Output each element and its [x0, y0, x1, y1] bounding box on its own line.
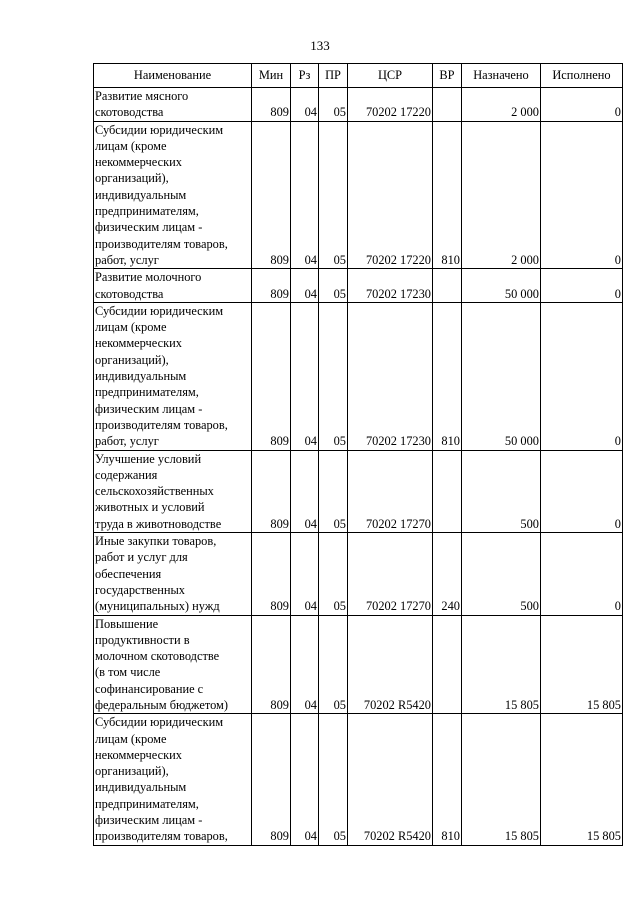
- row-executed: 0: [541, 450, 623, 532]
- row-csr: 70202 R5420: [348, 714, 433, 845]
- row-pr: 05: [319, 302, 348, 450]
- row-name: Развитие молочного скотоводства: [94, 269, 252, 303]
- table-row: [94, 615, 623, 714]
- header-csr: ЦСР: [348, 64, 433, 88]
- row-min: 809: [252, 302, 291, 450]
- row-rz: 04: [291, 714, 319, 845]
- budget-table: [93, 63, 623, 846]
- row-min: 809: [252, 615, 291, 714]
- row-executed: 0: [541, 269, 623, 303]
- row-name: Субсидии юридическим лицам (кроме некоммерческих организаций), индивидуальным предпринимателям, физическим лицам - производителям товаров,: [94, 714, 252, 845]
- row-pr: 05: [319, 269, 348, 303]
- row-name: Развитие мясного скотоводства: [94, 88, 252, 122]
- row-pr: 05: [319, 533, 348, 615]
- row-assigned: 15 805: [462, 615, 541, 714]
- row-csr: 70202 17220: [348, 121, 433, 269]
- row-vr: 810: [433, 121, 462, 269]
- row-vr: 810: [433, 302, 462, 450]
- header-pr: ПР: [319, 64, 348, 88]
- row-name: Иные закупки товаров, работ и услуг для обеспечения государственных (муниципальных) нужд: [94, 533, 252, 615]
- row-assigned: 2 000: [462, 88, 541, 122]
- row-csr: 70202 R5420: [348, 615, 433, 714]
- row-csr: 70202 17270: [348, 450, 433, 532]
- row-rz: 04: [291, 88, 319, 122]
- row-assigned: 50 000: [462, 302, 541, 450]
- header-vr: ВР: [433, 64, 462, 88]
- row-assigned: 2 000: [462, 121, 541, 269]
- row-vr: [433, 269, 462, 303]
- row-vr: 810: [433, 714, 462, 845]
- row-pr: 05: [319, 88, 348, 122]
- row-pr: 05: [319, 121, 348, 269]
- header-assigned: Назначено: [462, 64, 541, 88]
- row-rz: 04: [291, 450, 319, 532]
- row-min: 809: [252, 121, 291, 269]
- row-assigned: 15 805: [462, 714, 541, 845]
- header-rz: Рз: [291, 64, 319, 88]
- row-pr: 05: [319, 450, 348, 532]
- row-name: Повышение продуктивности в молочном скотоводстве (в том числе софинансирование с федеральным бюджетом): [94, 615, 252, 714]
- row-executed: 15 805: [541, 714, 623, 845]
- row-rz: 04: [291, 533, 319, 615]
- table-row: [94, 533, 623, 615]
- row-name: Улучшение условий содержания сельскохозяйственных животных и условий труда в животноводстве: [94, 450, 252, 532]
- row-vr: [433, 450, 462, 532]
- row-rz: 04: [291, 302, 319, 450]
- header-name: Наименование: [94, 64, 252, 88]
- row-vr: 240: [433, 533, 462, 615]
- row-csr: 70202 17220: [348, 88, 433, 122]
- table-row: [94, 88, 623, 122]
- row-min: 809: [252, 450, 291, 532]
- row-pr: 05: [319, 615, 348, 714]
- row-csr: 70202 17230: [348, 302, 433, 450]
- row-csr: 70202 17270: [348, 533, 433, 615]
- table-row: [94, 714, 623, 845]
- header-executed: Исполнено: [541, 64, 623, 88]
- row-rz: 04: [291, 121, 319, 269]
- row-min: 809: [252, 269, 291, 303]
- row-assigned: 50 000: [462, 269, 541, 303]
- row-min: 809: [252, 714, 291, 845]
- row-pr: 05: [319, 714, 348, 845]
- row-executed: 0: [541, 302, 623, 450]
- table-row: [94, 269, 623, 303]
- row-assigned: 500: [462, 450, 541, 532]
- table-header-row: [94, 64, 623, 88]
- row-csr: 70202 17230: [348, 269, 433, 303]
- row-rz: 04: [291, 615, 319, 714]
- page-number: 133: [310, 38, 330, 53]
- row-name: Субсидии юридическим лицам (кроме некоммерческих организаций), индивидуальным предпринимателям, физическим лицам - производителям товаров, работ, услуг: [94, 121, 252, 269]
- row-assigned: 500: [462, 533, 541, 615]
- header-min: Мин: [252, 64, 291, 88]
- row-name: Субсидии юридическим лицам (кроме некоммерческих организаций), индивидуальным предпринимателям, физическим лицам - производителям товаров, работ, услуг: [94, 302, 252, 450]
- row-executed: 0: [541, 88, 623, 122]
- table-row: [94, 121, 623, 269]
- row-min: 809: [252, 88, 291, 122]
- row-vr: [433, 88, 462, 122]
- row-min: 809: [252, 533, 291, 615]
- table-row: [94, 302, 623, 450]
- row-rz: 04: [291, 269, 319, 303]
- row-executed: 0: [541, 121, 623, 269]
- row-executed: 15 805: [541, 615, 623, 714]
- table-row: [94, 450, 623, 532]
- row-vr: [433, 615, 462, 714]
- row-executed: 0: [541, 533, 623, 615]
